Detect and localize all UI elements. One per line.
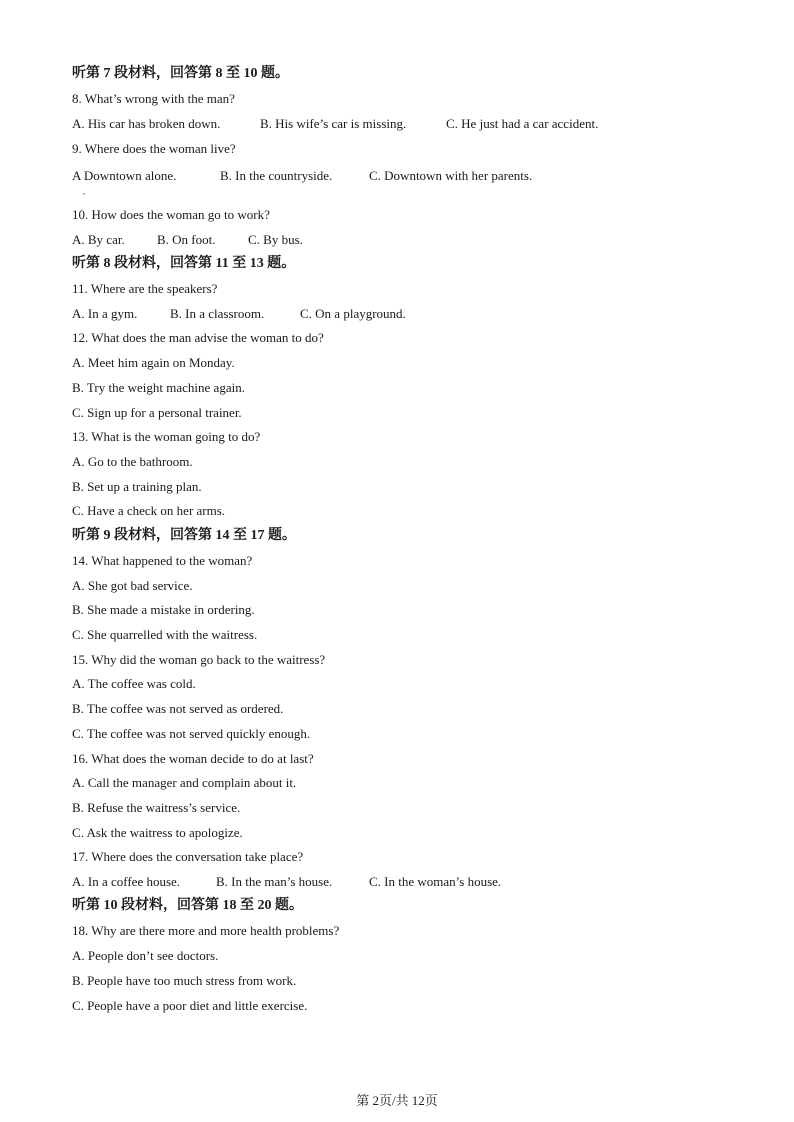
option-c: C. The coffee was not served quickly enough. — [72, 726, 311, 741]
option-c: C. In the woman’s house. — [369, 874, 502, 889]
question-11: 11. Where are the speakers? — [72, 281, 218, 296]
option-a: A. In a coffee house. — [72, 874, 181, 889]
option-b: B. She made a mistake in ordering. — [72, 602, 255, 617]
option-b: B. The coffee was not served as ordered. — [72, 701, 284, 716]
option-c: C. On a playground. — [300, 306, 406, 321]
option-c: C. She quarrelled with the waitress. — [72, 627, 258, 642]
question-8: 8. What’s wrong with the man? — [72, 91, 235, 106]
option-b: B. On foot. — [157, 232, 216, 247]
option-a: A. Go to the bathroom. — [72, 454, 193, 469]
option-a: A Downtown alone. — [72, 168, 177, 183]
page-footer: 第 2页/共 12页 — [356, 1093, 438, 1108]
option-c: C. Downtown with her parents. — [369, 168, 533, 183]
question-15: 15. Why did the woman go back to the waitress? — [72, 652, 326, 667]
question-14: 14. What happened to the woman? — [72, 553, 253, 568]
option-c: C. Ask the waitress to apologize. — [72, 825, 243, 840]
question-10: 10. How does the woman go to work? — [72, 207, 270, 222]
stray-mark: , — [83, 187, 85, 196]
option-b: B. Refuse the waitress’s service. — [72, 800, 241, 815]
option-c: C. By bus. — [248, 232, 303, 247]
option-b: B. Try the weight machine again. — [72, 380, 245, 395]
option-b: B. In the countryside. — [220, 168, 333, 183]
question-18: 18. Why are there more and more health problems? — [72, 923, 340, 938]
option-b: B. In the man’s house. — [216, 874, 333, 889]
option-b: B. His wife’s car is missing. — [260, 116, 407, 131]
section-heading: 听第 7 段材料，回答第 8 至 10 题。 — [72, 66, 289, 81]
section-heading: 听第 10 段材料，回答第 18 至 20 题。 — [72, 898, 303, 913]
option-a: A. The coffee was cold. — [72, 676, 196, 691]
option-b: B. In a classroom. — [170, 306, 265, 321]
option-c: C. Have a check on her arms. — [72, 503, 226, 518]
option-b: B. Set up a training plan. — [72, 479, 202, 494]
option-b: B. People have too much stress from work. — [72, 973, 297, 988]
option-a: A. People don’t see doctors. — [72, 948, 219, 963]
option-c: C. He just had a car accident. — [446, 116, 599, 131]
option-a: A. By car. — [72, 232, 125, 247]
question-9: 9. Where does the woman live? — [72, 141, 236, 156]
option-c: C. Sign up for a personal trainer. — [72, 405, 242, 420]
option-a: A. In a gym. — [72, 306, 138, 321]
option-a: A. Meet him again on Monday. — [72, 355, 235, 370]
option-c: C. People have a poor diet and little exercise. — [72, 998, 308, 1013]
option-a: A. His car has broken down. — [72, 116, 221, 131]
question-12: 12. What does the man advise the woman to do? — [72, 330, 324, 345]
option-a: A. Call the manager and complain about it. — [72, 775, 297, 790]
question-16: 16. What does the woman decide to do at last? — [72, 751, 314, 766]
section-heading: 听第 9 段材料，回答第 14 至 17 题。 — [72, 528, 296, 543]
option-a: A. She got bad service. — [72, 578, 193, 593]
question-13: 13. What is the woman going to do? — [72, 429, 261, 444]
section-heading: 听第 8 段材料，回答第 11 至 13 题。 — [72, 256, 296, 271]
question-17: 17. Where does the conversation take place? — [72, 849, 304, 864]
